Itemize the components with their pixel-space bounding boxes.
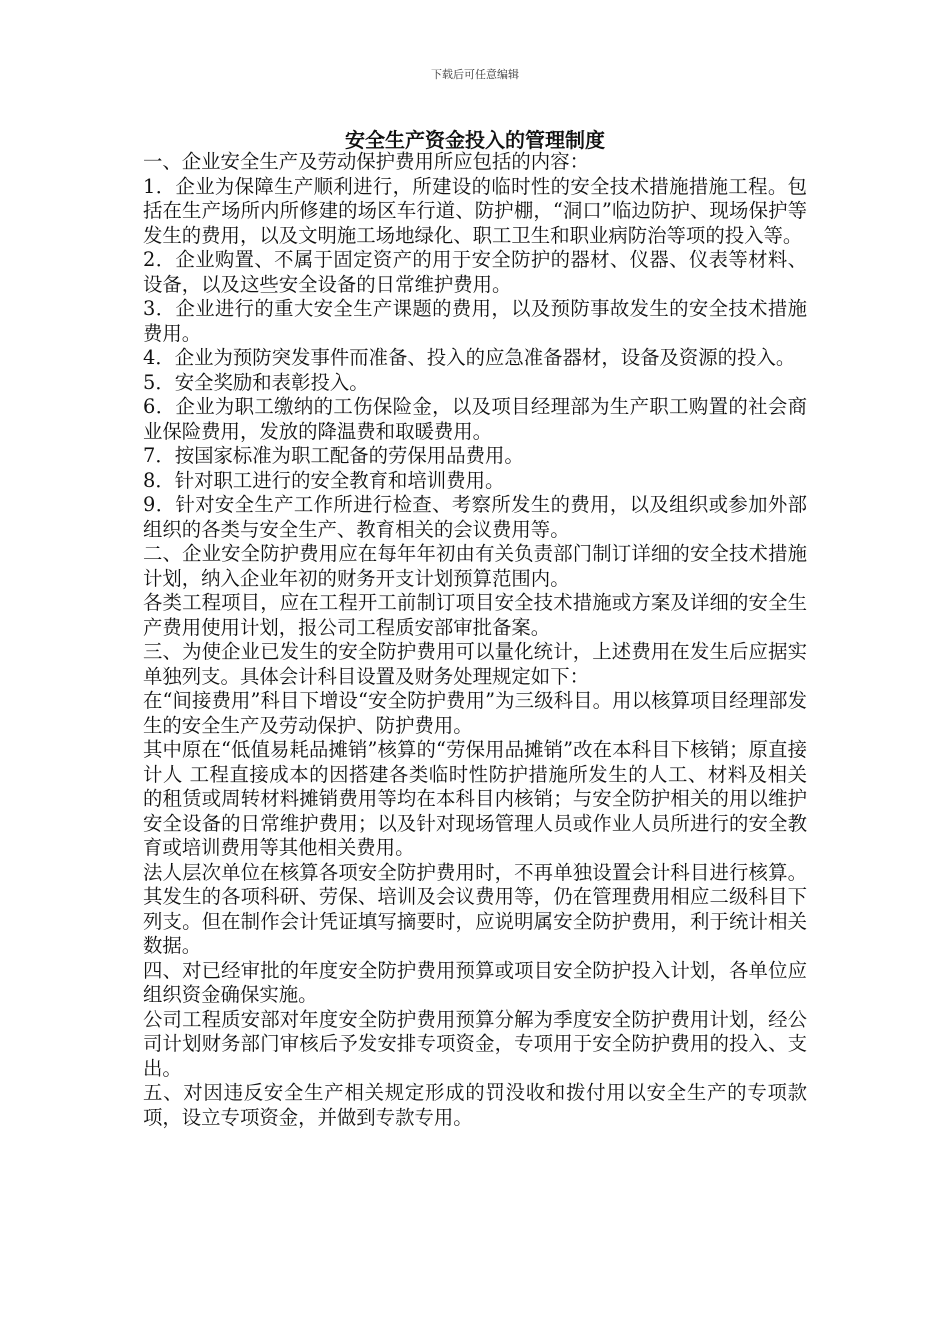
document-title: 安全生产资金投入的管理制度	[345, 128, 605, 152]
paragraph: 在“间接费用”科目下增设“安全防护费用”为三级科目。用以核算项目经理部发生的安全生产及劳动保护、防护费用。	[143, 689, 807, 737]
section-heading-2: 二、企业安全防护费用应在每年年初由有关负责部门制订详细的安全技术措施计划，纳入企业年初的财务开支计划预算范围内。	[143, 542, 807, 590]
section-heading-4: 四、对已经审批的年度安全防护费用预算或项目安全防护投入计划，各单位应组织资金确保实施。	[143, 958, 807, 1006]
section-heading-3: 三、为使企业已发生的安全防护费用可以量化统计，上述费用在发生后应据实单独列支。具体会计科目设置及财务处理规定如下：	[143, 640, 807, 688]
paragraph: 其中原在“低值易耗品摊销”核算的“劳保用品摊销”改在本科目下核销；原直接计人 工程直接成本的因搭建各类临时性防护措施所发生的人工、材料及相关的租赁或周转材料摊销费用等均在本科目内核销；与安全防护相关的用以维护安全设备的日常维护费用；以及针对现场管理人员或作业人员所进行的安全教育或培训费用等其他相关费用。	[143, 738, 807, 859]
list-item-8: 8．针对职工进行的安全教育和培训费用。	[143, 468, 505, 492]
list-item-3: 3．企业进行的重大安全生产课题的费用，以及预防事故发生的安全技术措施费用。	[143, 297, 807, 345]
paragraph: 法人层次单位在核算各项安全防护费用时，不再单独设置会计科目进行核算。其发生的各项科研、劳保、培训及会议费用等，仍在管理费用相应二级科目下列支。但在制作会计凭证填写摘要时，应说明属安全防护费用，利于统计相关数据。	[143, 860, 807, 957]
list-item-5: 5．安全奖励和表彰投入。	[143, 370, 369, 394]
header-note: 下载后可任意编辑	[431, 68, 519, 81]
section-heading-1: 一、企业安全生产及劳动保护费用所应包括的内容：	[143, 150, 589, 173]
paragraph: 公司工程质安部对年度安全防护费用预算分解为季度安全防护费用计划，经公司计划财务部门审核后予发安排专项资金，专项用于安全防护费用的投入、支出。	[143, 1007, 807, 1080]
list-item-4: 4．企业为预防突发事件而准备、投入的应急准备器材，设备及资源的投入。	[143, 346, 796, 369]
list-item-9: 9．针对安全生产工作所进行检查、考察所发生的费用，以及组织或参加外部组织的各类与安全生产、教育相关的会议费用等。	[143, 493, 807, 541]
list-item-6: 6．企业为职工缴纳的工伤保险金，以及项目经理部为生产职工购置的社会商业保险费用，发放的降温费和取暖费用。	[143, 395, 807, 443]
document-body	[143, 150, 807, 1130]
list-item-1: 1．企业为保障生产顺利进行，所建设的临时性的安全技术措施措施工程。包括在生产场所内所修建的场区车行道、防护棚，“洞口”临边防护、现场保护等发生的费用，以及文明施工场地绿化、职工卫生和职业病防治等项的投入等。	[143, 174, 807, 247]
list-item-2: 2．企业购置、不属于固定资产的用于安全防护的器材、仪器、仪表等材料、设备，以及这些安全设备的日常维护费用。	[143, 248, 807, 296]
list-item-7: 7．按国家标准为职工配备的劳保用品费用。	[143, 444, 524, 467]
section-heading-5: 五、对因违反安全生产相关规定形成的罚没收和拨付用以安全生产的专项款项，设立专项资金，并做到专款专用。	[143, 1081, 807, 1129]
paragraph: 各类工程项目，应在工程开工前制订项目安全技术措施或方案及详细的安全生产费用使用计划，报公司工程质安部审批备案。	[143, 591, 807, 639]
